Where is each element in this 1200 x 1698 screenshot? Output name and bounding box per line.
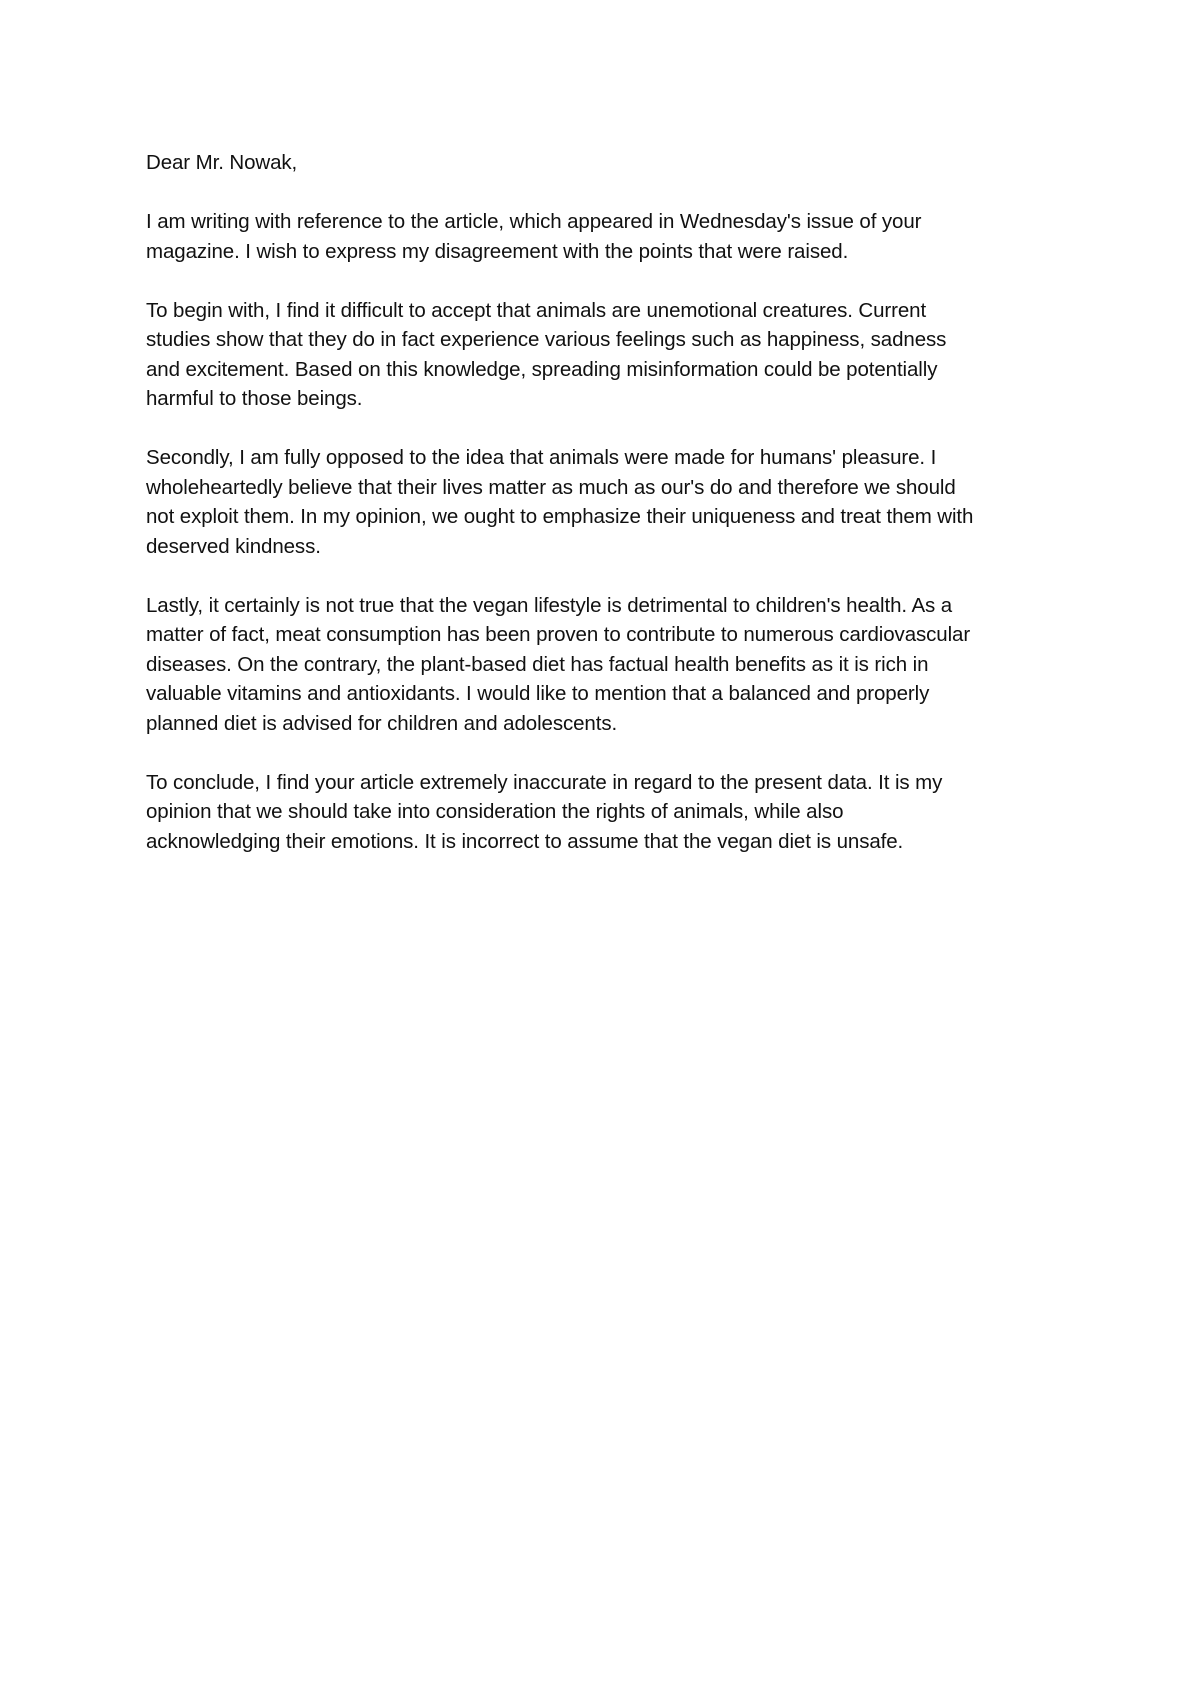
paragraph-line: magazine. I wish to express my disagreement with the points that were raised. [146, 239, 849, 263]
paragraph-line: I am writing with reference to the article, which appeared in Wednesday's issue of your [146, 210, 922, 233]
paragraph-line: and excitement. Based on this knowledge, spreading misinformation could be potentially [146, 357, 938, 381]
salutation-line: Dear Mr. Nowak, [146, 151, 298, 174]
paragraph-line: deserved kindness. [146, 534, 321, 558]
salutation [146, 148, 1066, 178]
paragraph-line: matter of fact, meat consumption has been proven to contribute to numerous cardiovascular [146, 623, 971, 646]
paragraph-line: harmful to those beings. [146, 387, 363, 410]
paragraph-line: diseases. On the contrary, the plant-based diet has factual health benefits as it is rich in [146, 652, 929, 676]
paragraph-2 [146, 296, 1066, 414]
paragraph-line: To conclude, I find your article extremely inaccurate in regard to the present data. It is my [146, 770, 943, 794]
paragraph-line: Lastly, it certainly is not true that the vegan lifestyle is detrimental to children's health. As a [146, 593, 953, 617]
paragraph-1 [146, 207, 1066, 266]
paragraph-line: To begin with, I find it difficult to accept that animals are unemotional creatures. Current [146, 298, 927, 322]
paragraph-4 [146, 591, 1066, 739]
paragraph-5 [146, 768, 1066, 857]
paragraph-line: wholeheartedly believe that their lives matter as much as our's do and therefore we should [146, 475, 956, 499]
paragraph-line: planned diet is advised for children and adolescents. [146, 711, 618, 735]
paragraph-line: Secondly, I am fully opposed to the idea that animals were made for humans' pleasure. I [146, 446, 937, 469]
paragraph-line: valuable vitamins and antioxidants. I would like to mention that a balanced and properly [146, 682, 930, 705]
paragraph-line: not exploit them. In my opinion, we ought to emphasize their uniqueness and treat them with [146, 505, 974, 528]
paragraph-3 [146, 443, 1066, 561]
letter-body [146, 148, 1066, 886]
paragraph-line: studies show that they do in fact experience various feelings such as happiness, sadness [146, 328, 947, 351]
paragraph-line: acknowledging their emotions. It is incorrect to assume that the vegan diet is unsafe. [146, 829, 904, 853]
paragraph-line: opinion that we should take into consideration the rights of animals, while also [146, 800, 844, 823]
